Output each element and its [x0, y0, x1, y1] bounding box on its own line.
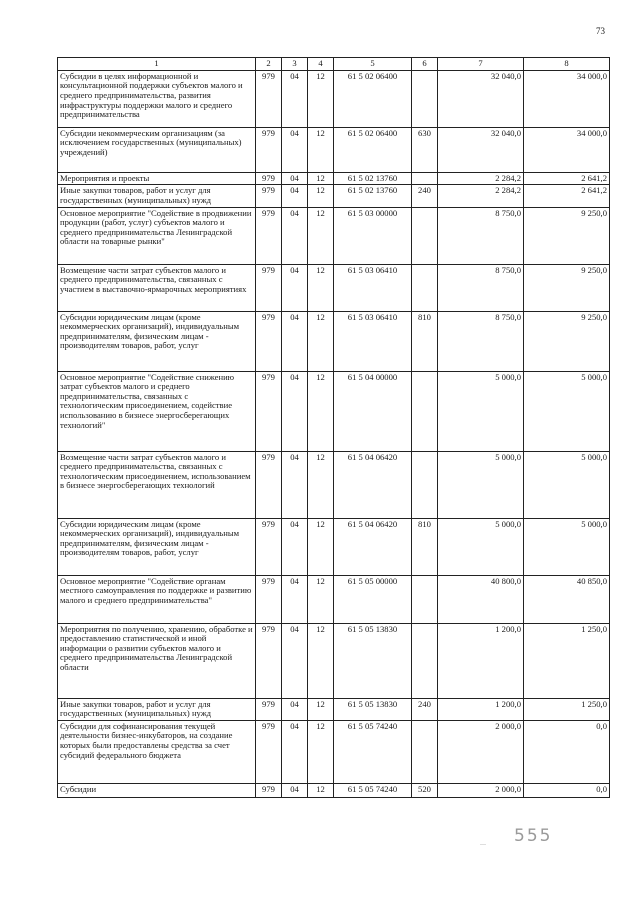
row-ministry-code: 979	[256, 451, 282, 518]
row-name-cell: Субсидии некоммерческим организациям (за исключением государственных (муниципальных) учреждений)	[58, 127, 256, 172]
header-cell: 1	[58, 58, 256, 71]
row-ministry-code: 979	[256, 264, 282, 311]
row-amount-year2: 0,0	[524, 783, 610, 797]
row-subsection-code: 12	[308, 623, 334, 698]
table-header-row	[58, 58, 610, 71]
row-section-code: 04	[282, 264, 308, 311]
row-name-cell: Основное мероприятие "Содействие снижению затрат субъектов малого и среднего предпринимательства, связанных с технологическим присоединением, содействие использованию в бизнесе энергосберегающих технологий"	[58, 371, 256, 451]
header-cell: 5	[334, 58, 412, 71]
row-amount-year1: 1 200,0	[438, 698, 524, 720]
row-amount-year1: 8 750,0	[438, 264, 524, 311]
row-expense-type: 520	[412, 783, 438, 797]
row-target-article: 61 5 05 74240	[334, 720, 412, 783]
row-name-cell: Субсидии юридическим лицам (кроме некоммерческих организаций), индивидуальным предпринимателям, физическим лицам - производителям товаров, работ, услуг	[58, 311, 256, 371]
row-target-article: 61 5 05 13830	[334, 623, 412, 698]
table-row	[58, 311, 610, 371]
row-section-code: 04	[282, 172, 308, 185]
row-ministry-code: 979	[256, 720, 282, 783]
budget-table	[57, 57, 610, 798]
row-amount-year2: 34 000,0	[524, 70, 610, 127]
row-target-article: 61 5 03 06410	[334, 311, 412, 371]
row-ministry-code: 979	[256, 127, 282, 172]
scan-dots: ...	[480, 838, 486, 847]
table-row	[58, 720, 610, 783]
row-name-cell: Иные закупки товаров, работ и услуг для государственных (муниципальных) нужд	[58, 698, 256, 720]
row-target-article: 61 5 03 06410	[334, 264, 412, 311]
row-amount-year2: 0,0	[524, 720, 610, 783]
row-expense-type	[412, 720, 438, 783]
row-expense-type: 810	[412, 518, 438, 575]
row-expense-type: 810	[412, 311, 438, 371]
row-ministry-code: 979	[256, 575, 282, 623]
header-cell: 4	[308, 58, 334, 71]
row-ministry-code: 979	[256, 623, 282, 698]
row-amount-year1: 5 000,0	[438, 371, 524, 451]
table-row	[58, 575, 610, 623]
row-subsection-code: 12	[308, 185, 334, 207]
table-row	[58, 783, 610, 797]
row-amount-year1: 8 750,0	[438, 207, 524, 264]
row-ministry-code: 979	[256, 698, 282, 720]
row-section-code: 04	[282, 185, 308, 207]
header-cell: 3	[282, 58, 308, 71]
row-expense-type	[412, 264, 438, 311]
row-amount-year1: 2 000,0	[438, 720, 524, 783]
row-section-code: 04	[282, 575, 308, 623]
row-name-cell: Возмещение части затрат субъектов малого и среднего предпринимательства, связанных с участием в выставочно-ярмарочных мероприятиях	[58, 264, 256, 311]
row-amount-year1: 8 750,0	[438, 311, 524, 371]
table-row	[58, 172, 610, 185]
row-section-code: 04	[282, 451, 308, 518]
table-body	[58, 70, 610, 797]
row-expense-type	[412, 172, 438, 185]
row-expense-type: 240	[412, 185, 438, 207]
row-amount-year1: 40 800,0	[438, 575, 524, 623]
row-target-article: 61 5 02 13760	[334, 172, 412, 185]
table-row	[58, 371, 610, 451]
row-section-code: 04	[282, 518, 308, 575]
table-row	[58, 264, 610, 311]
table-row	[58, 451, 610, 518]
row-ministry-code: 979	[256, 185, 282, 207]
row-section-code: 04	[282, 783, 308, 797]
table-row	[58, 207, 610, 264]
table-row	[58, 127, 610, 172]
row-target-article: 61 5 02 06400	[334, 70, 412, 127]
row-name-cell: Иные закупки товаров, работ и услуг для государственных (муниципальных) нужд	[58, 185, 256, 207]
row-amount-year2: 5 000,0	[524, 518, 610, 575]
row-amount-year2: 2 641,2	[524, 185, 610, 207]
row-amount-year2: 2 641,2	[524, 172, 610, 185]
row-target-article: 61 5 03 00000	[334, 207, 412, 264]
row-ministry-code: 979	[256, 518, 282, 575]
row-subsection-code: 12	[308, 698, 334, 720]
row-amount-year2: 9 250,0	[524, 207, 610, 264]
row-section-code: 04	[282, 207, 308, 264]
row-expense-type	[412, 371, 438, 451]
row-name-cell: Мероприятия и проекты	[58, 172, 256, 185]
row-name-cell: Субсидии в целях информационной и консультационной поддержки субъектов малого и среднего предпринимательства, развития инфраструктуры поддержки малого и среднего предпринимательства	[58, 70, 256, 127]
row-expense-type	[412, 575, 438, 623]
row-expense-type	[412, 623, 438, 698]
row-amount-year1: 2 284,2	[438, 185, 524, 207]
row-section-code: 04	[282, 127, 308, 172]
row-expense-type	[412, 451, 438, 518]
row-amount-year2: 9 250,0	[524, 264, 610, 311]
row-ministry-code: 979	[256, 70, 282, 127]
row-amount-year1: 32 040,0	[438, 127, 524, 172]
row-amount-year2: 1 250,0	[524, 623, 610, 698]
table-row	[58, 70, 610, 127]
row-target-article: 61 5 02 13760	[334, 185, 412, 207]
row-section-code: 04	[282, 70, 308, 127]
row-name-cell: Возмещение части затрат субъектов малого и среднего предпринимательства, связанных с технологическим присоединением, использованием в бизнесе энергосберегающих технологий	[58, 451, 256, 518]
row-name-cell: Субсидии	[58, 783, 256, 797]
row-amount-year1: 5 000,0	[438, 518, 524, 575]
row-name-cell: Мероприятия по получению, хранению, обработке и предоставлению статистической и иной информации о развитии субъектов малого и среднего предпринимательства Ленинградской области	[58, 623, 256, 698]
row-amount-year2: 1 250,0	[524, 698, 610, 720]
page-number: 73	[596, 26, 605, 36]
row-ministry-code: 979	[256, 207, 282, 264]
row-amount-year1: 2 000,0	[438, 783, 524, 797]
row-ministry-code: 979	[256, 783, 282, 797]
row-section-code: 04	[282, 311, 308, 371]
row-subsection-code: 12	[308, 172, 334, 185]
row-amount-year2: 40 850,0	[524, 575, 610, 623]
table-row	[58, 623, 610, 698]
row-amount-year2: 34 000,0	[524, 127, 610, 172]
row-amount-year2: 9 250,0	[524, 311, 610, 371]
row-subsection-code: 12	[308, 311, 334, 371]
row-section-code: 04	[282, 720, 308, 783]
row-subsection-code: 12	[308, 720, 334, 783]
row-amount-year1: 5 000,0	[438, 451, 524, 518]
header-cell: 8	[524, 58, 610, 71]
row-amount-year1: 2 284,2	[438, 172, 524, 185]
page-stamp: 555	[514, 826, 553, 846]
row-subsection-code: 12	[308, 451, 334, 518]
row-ministry-code: 979	[256, 371, 282, 451]
row-amount-year1: 1 200,0	[438, 623, 524, 698]
row-subsection-code: 12	[308, 575, 334, 623]
row-subsection-code: 12	[308, 783, 334, 797]
row-target-article: 61 5 04 00000	[334, 371, 412, 451]
row-section-code: 04	[282, 698, 308, 720]
row-name-cell: Субсидии юридическим лицам (кроме некоммерческих организаций), индивидуальным предпринимателям, физическим лицам - производителям товаров, работ, услуг	[58, 518, 256, 575]
header-cell: 6	[412, 58, 438, 71]
table-row	[58, 698, 610, 720]
header-cell: 2	[256, 58, 282, 71]
row-subsection-code: 12	[308, 371, 334, 451]
row-amount-year1: 32 040,0	[438, 70, 524, 127]
row-name-cell: Основное мероприятие "Содействие органам местного самоуправления по поддержке и развитию малого и среднего предпринимательства"	[58, 575, 256, 623]
row-subsection-code: 12	[308, 127, 334, 172]
row-section-code: 04	[282, 623, 308, 698]
row-target-article: 61 5 04 06420	[334, 518, 412, 575]
row-target-article: 61 5 04 06420	[334, 451, 412, 518]
row-subsection-code: 12	[308, 207, 334, 264]
row-ministry-code: 979	[256, 311, 282, 371]
row-amount-year2: 5 000,0	[524, 371, 610, 451]
row-expense-type	[412, 70, 438, 127]
table-row	[58, 185, 610, 207]
row-expense-type	[412, 207, 438, 264]
row-target-article: 61 5 05 00000	[334, 575, 412, 623]
row-target-article: 61 5 02 06400	[334, 127, 412, 172]
row-target-article: 61 5 05 13830	[334, 698, 412, 720]
row-name-cell: Основное мероприятие "Содействие в продвижении продукции (работ, услуг) субъектов малого и среднего предпринимательства Ленинградской области на товарные рынки"	[58, 207, 256, 264]
row-amount-year2: 5 000,0	[524, 451, 610, 518]
row-expense-type: 240	[412, 698, 438, 720]
row-name-cell: Субсидии для софинансирования текущей деятельности бизнес-инкубаторов, на создание которых были предоставлены средства за счет субсидий федерального бюджета	[58, 720, 256, 783]
row-subsection-code: 12	[308, 518, 334, 575]
row-subsection-code: 12	[308, 264, 334, 311]
table-row	[58, 518, 610, 575]
row-section-code: 04	[282, 371, 308, 451]
row-expense-type: 630	[412, 127, 438, 172]
header-cell: 7	[438, 58, 524, 71]
row-subsection-code: 12	[308, 70, 334, 127]
row-target-article: 61 5 05 74240	[334, 783, 412, 797]
row-ministry-code: 979	[256, 172, 282, 185]
